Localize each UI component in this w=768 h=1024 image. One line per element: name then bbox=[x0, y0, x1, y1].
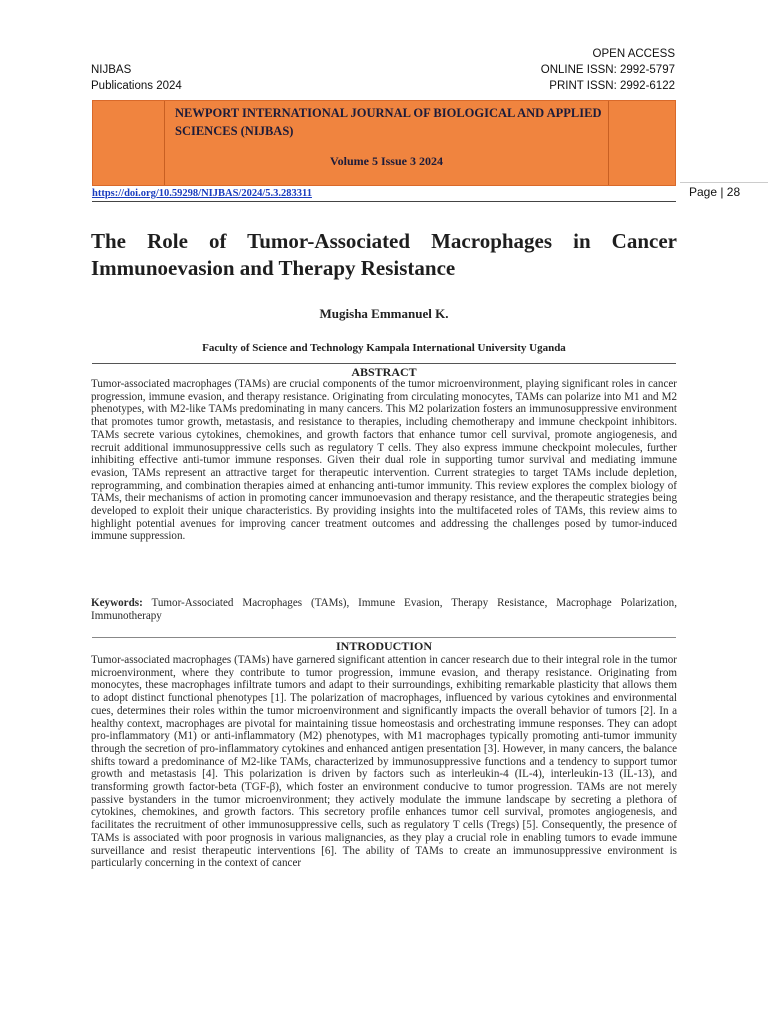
introduction-text: Tumor-associated macrophages (TAMs) have garnered significant attention in cancer research due to their integral role in the tumor microenvironment, where they contribute to tumor progression, immune evasion, and therapy resistance. Originating from monocytes, these macrophages infiltrate tumors and adapt to their surroundings, exhibiting remarkable plasticity that allows them to adopt distinct functional phenotypes [1]. The polarization of macrophages, influenced by various cytokines and environmental cues, determines their roles within the tumor microenvironment and significantly impacts the overall behavior of tumors [2]. In a healthy context, macrophages are pivotal for maintaining tissue homeostasis and orchestrating immune responses. They can adopt pro-inflammatory (M1) or anti-inflammatory (M2) phenotypes, with M1 macrophages typically promoting anti-tumor immunity through the secretion of pro-inflammatory cytokines and enhanced antigen presentation [3]. However, in many cancers, the balance shifts toward a predominance of M2-like TAMs, characterized by immunosuppressive functions and a tendency to support tumor growth and metastasis [4]. This polarization is driven by factors such as interleukin-4 (IL-4), interleukin-13 (IL-13), and transforming growth factor-beta (TGF-β), which foster an environment conducive to tumor progression. TAMs are not merely passive bystanders in the tumor microenvironment; they actively modulate the immune landscape by secreting a plethora of cytokines, chemokines, and growth factors. This secretory profile enhances tumor cell survival, promotes angiogenesis, and facilitates the recruitment of other immunosuppressive cells, such as regulatory T cells (Tregs) [5]. Consequently, the presence of TAMs is associated with poor prognosis in various malignancies, as they play a crucial role in enabling tumors to evade immune surveillance and resist therapeutic interventions [6]. The ability of TAMs to create an immunosuppressive environment is particularly concerning in the context of cancer bbox=[91, 654, 677, 870]
publisher-header bbox=[91, 62, 182, 94]
publisher-name: NIJBAS bbox=[91, 64, 132, 76]
article-author: Mugisha Emmanuel K. bbox=[319, 306, 449, 321]
journal-banner bbox=[92, 100, 676, 186]
article-title: The Role of Tumor-Associated Macrophages in Cancer Immunoevasion and Therapy Resistance bbox=[91, 229, 677, 280]
publication-year: Publications 2024 bbox=[91, 80, 182, 92]
page-number-rule bbox=[680, 182, 768, 183]
abstract-heading: ABSTRACT bbox=[92, 363, 676, 380]
doi-link[interactable]: https://doi.org/10.59298/NIJBAS/2024/5.3.283311 bbox=[92, 188, 312, 199]
journal-banner-center bbox=[164, 101, 609, 185]
abstract-text: Tumor-associated macrophages (TAMs) are crucial components of the tumor microenvironment, playing significant roles in cancer progression, immune evasion, and therapy resistance. Originating from circulating monocytes, TAMs can polarize into M1 and M2 phenotypes, with M2-like TAMs predominating in many cancers. This M2 polarization fosters an immunosuppressive environment that promotes tumor growth, metastasis, and resistance to therapies, including chemotherapy and immune checkpoint inhibitors. TAMs secrete various cytokines, chemokines, and growth factors that enhance tumor cell survival, promote angiogenesis, and recruit additional immunosuppressive cells such as regulatory T cells. They also express immune checkpoint molecules, further inhibiting effective anti-tumor immune responses. Given their dual role in supporting tumor survival and mediating immune evasion, TAMs represent an attractive target for therapeutic intervention. Current strategies to target TAMs include depletion, reprogramming, and combination therapies aimed at enhancing anti-tumor immunity. This review explores the complex biology of TAMs, their mechanisms of action in promoting cancer immunoevasion and therapy resistance, and the therapeutic strategies being developed to exploit their unique characteristics. By providing insights into the multifaceted roles of TAMs, this review aims to highlight potential avenues for improving cancer treatment outcomes and addressing the challenges posed by tumor-induced immune suppression. bbox=[91, 378, 677, 543]
page-number: Page | 28 bbox=[689, 185, 741, 199]
header-divider bbox=[92, 201, 676, 202]
author-affiliation: Faculty of Science and Technology Kampala International University Uganda bbox=[202, 342, 566, 354]
keywords-text: Tumor-Associated Macrophages (TAMs), Immune Evasion, Therapy Resistance, Macrophage Polarization, Immunotherapy bbox=[91, 597, 677, 622]
online-issn: ONLINE ISSN: 2992-5797 bbox=[540, 64, 675, 76]
issn-header bbox=[541, 46, 675, 94]
print-issn: PRINT ISSN: 2992-6122 bbox=[549, 80, 675, 92]
keywords-line bbox=[91, 597, 677, 622]
journal-name: NEWPORT INTERNATIONAL JOURNAL OF BIOLOGICAL AND APPLIED SCIENCES (NIJBAS) bbox=[175, 106, 602, 138]
introduction-heading: INTRODUCTION bbox=[92, 637, 676, 654]
keywords-label: Keywords: bbox=[91, 597, 143, 609]
volume-issue: Volume 5 Issue 3 2024 bbox=[330, 154, 443, 168]
open-access-label: OPEN ACCESS bbox=[592, 48, 675, 60]
